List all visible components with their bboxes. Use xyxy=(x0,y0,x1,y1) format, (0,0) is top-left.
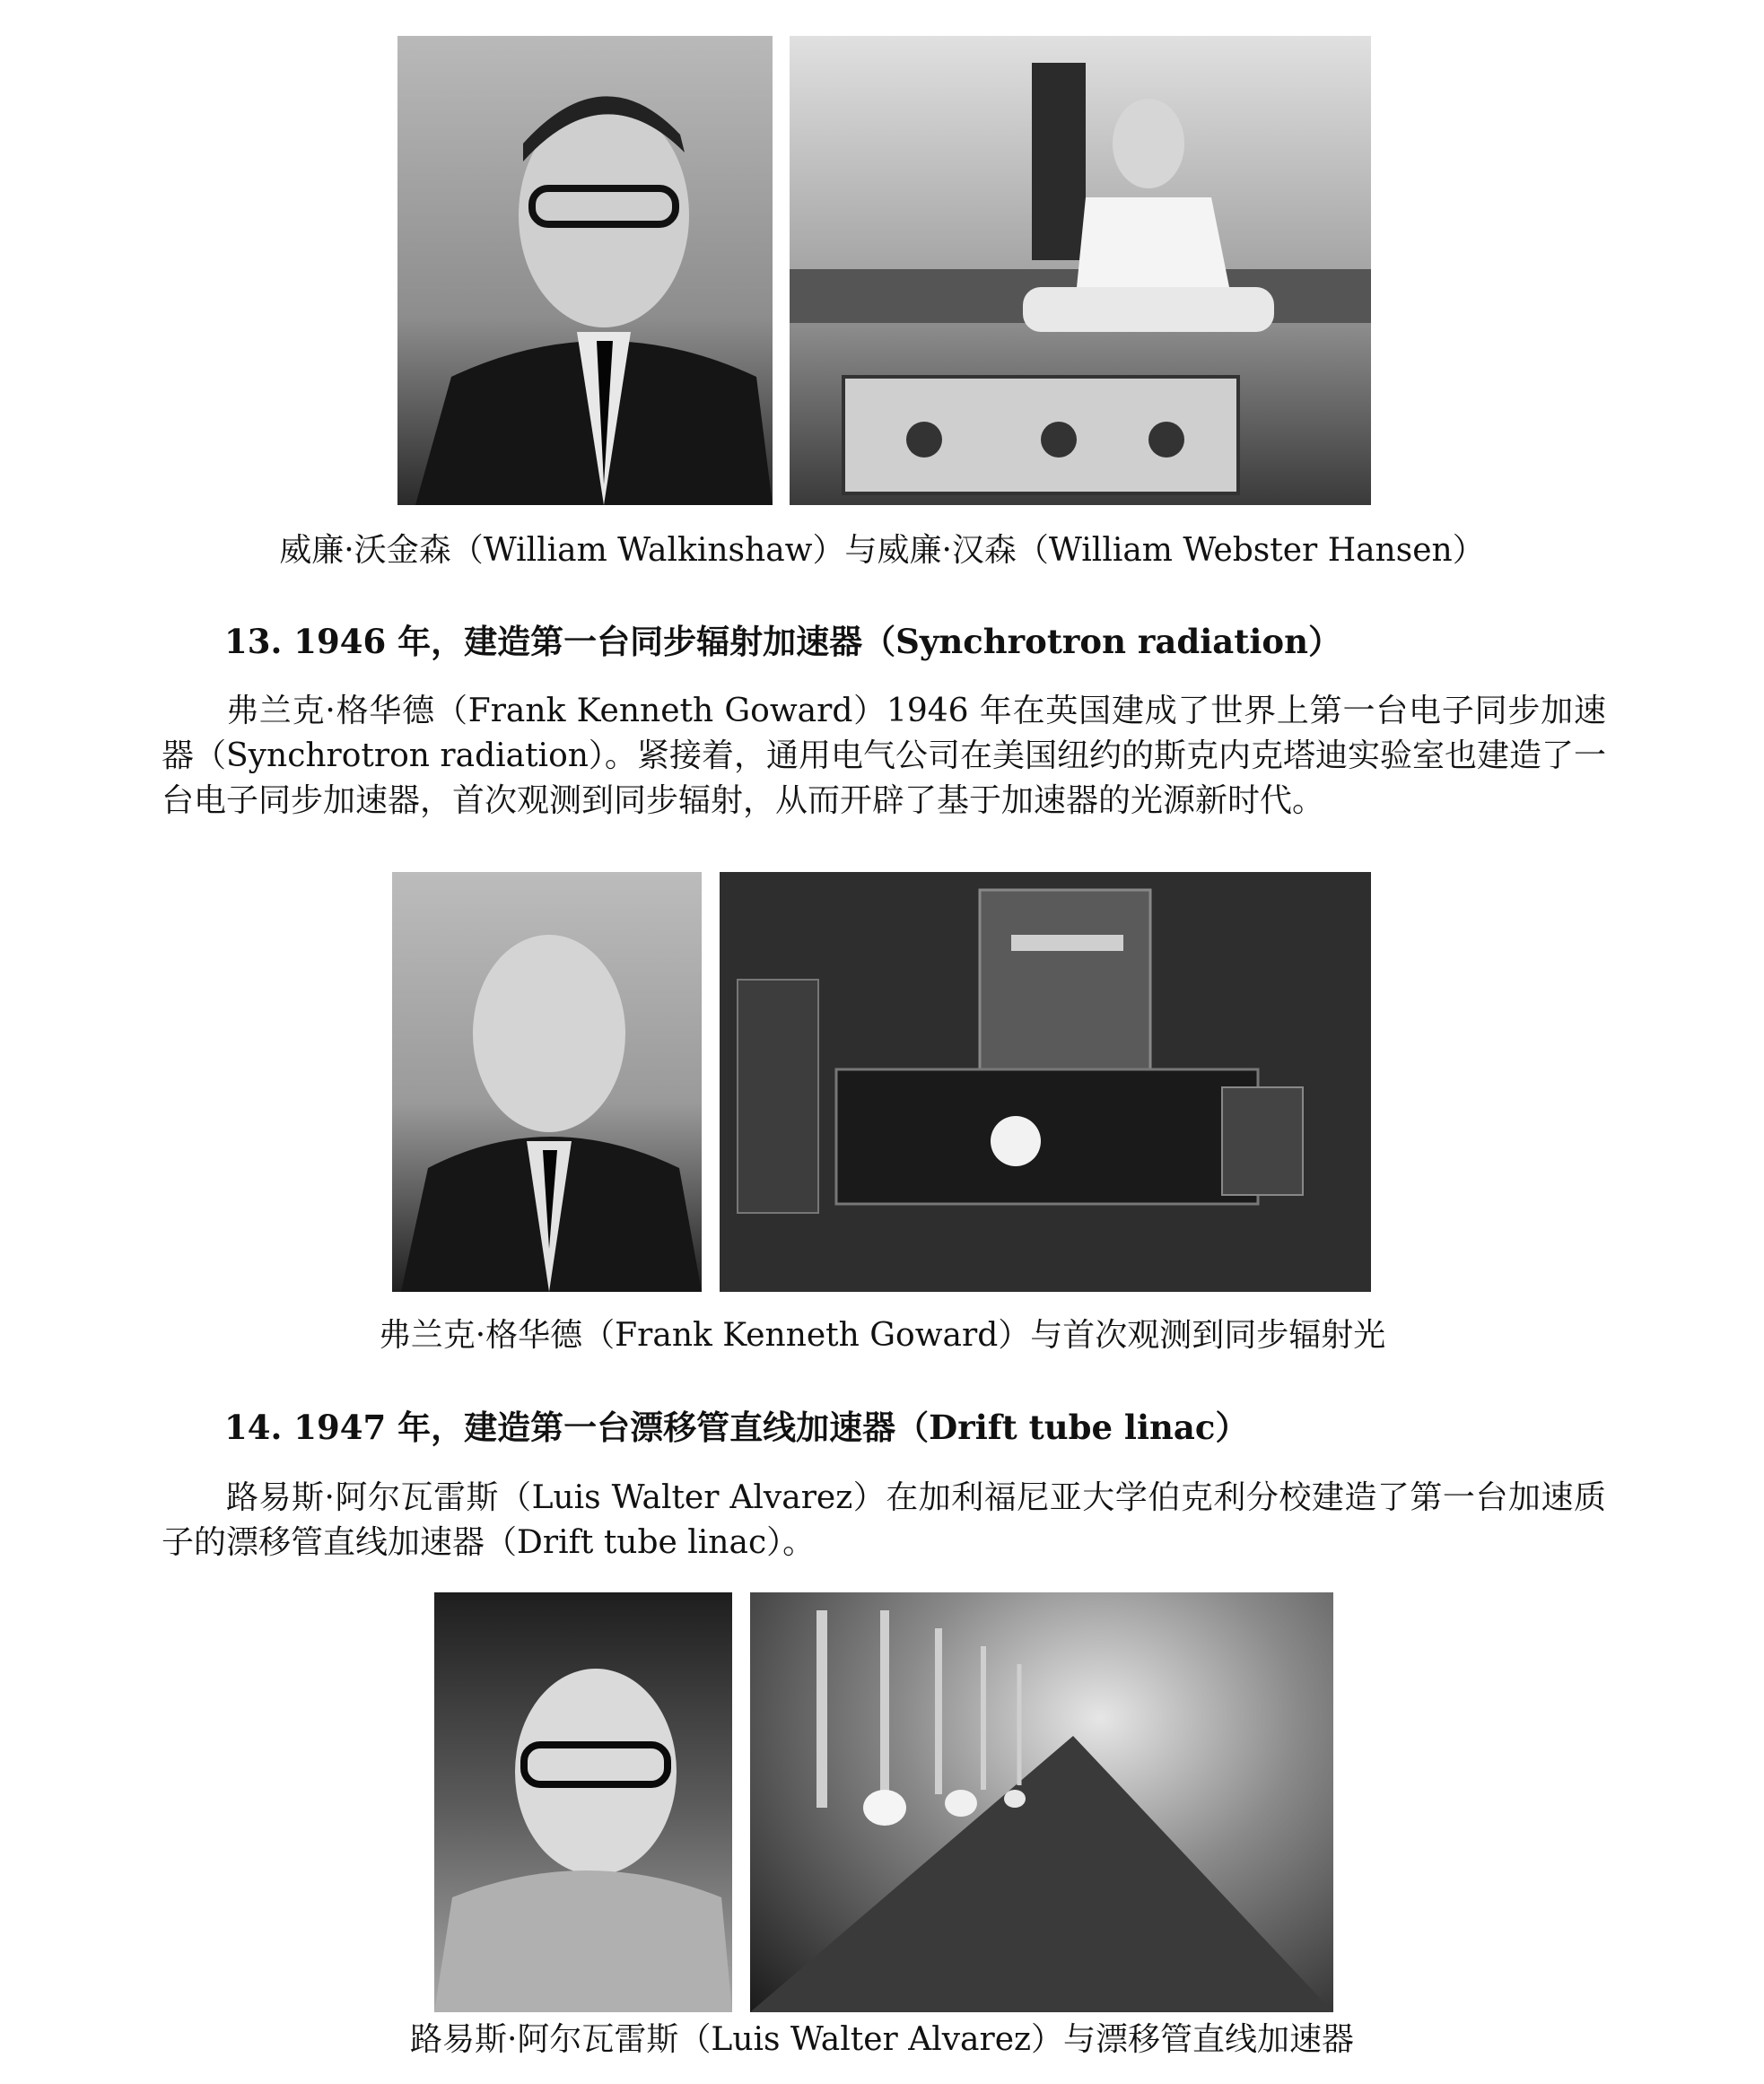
figure-caption: 威廉·沃金森（William Walkinshaw）与威廉·汉森（William Webster Hansen） xyxy=(279,532,1485,569)
portrait-photo-icon xyxy=(392,872,702,1292)
alvarez-portrait-photo xyxy=(434,1592,732,2012)
walkinshaw-portrait-photo xyxy=(397,36,773,505)
section-paragraph: 弗兰克·格华德（Frank Kenneth Goward）1946 年在英国建成了世界上第一台电子同步加速器（Synchrotron radiation）。紧接着，通用电气公司在美国纽约的斯克内克塔迪实验室也建造了一台电子同步加速器，首次观测到同步辐射，从而开辟了基于加速器的光源新时代。 xyxy=(162,693,1606,819)
drift-tube-linac-photo xyxy=(750,1592,1333,2012)
section-paragraph: 路易斯·阿尔瓦雷斯（Luis Walter Alvarez）在加利福尼亚大学伯克利分校建造了第一台加速质子的漂移管直线加速器（Drift tube linac）。 xyxy=(162,1479,1606,1561)
portrait-photo-icon xyxy=(434,1592,732,2012)
section-heading: 13. 1946 年，建造第一台同步辐射加速器（Synchrotron radiation） xyxy=(224,622,1341,661)
lab-equipment-photo-icon xyxy=(790,36,1371,505)
portrait-photo-icon xyxy=(397,36,773,505)
figure-caption: 弗兰克·格华德（Frank Kenneth Goward）与首次观测到同步辐射光 xyxy=(378,1317,1386,1354)
hansen-lab-photo xyxy=(790,36,1371,505)
drift-tube-linac-photo-icon xyxy=(750,1592,1333,2012)
goward-portrait-photo xyxy=(392,872,702,1292)
synchrotron-equipment-photo-icon xyxy=(720,872,1371,1292)
synchrotron-photo xyxy=(720,872,1371,1292)
section-heading: 14. 1947 年，建造第一台漂移管直线加速器（Drift tube linac） xyxy=(224,1408,1249,1447)
figure-caption: 路易斯·阿尔瓦雷斯（Luis Walter Alvarez）与漂移管直线加速器 xyxy=(409,2021,1355,2058)
